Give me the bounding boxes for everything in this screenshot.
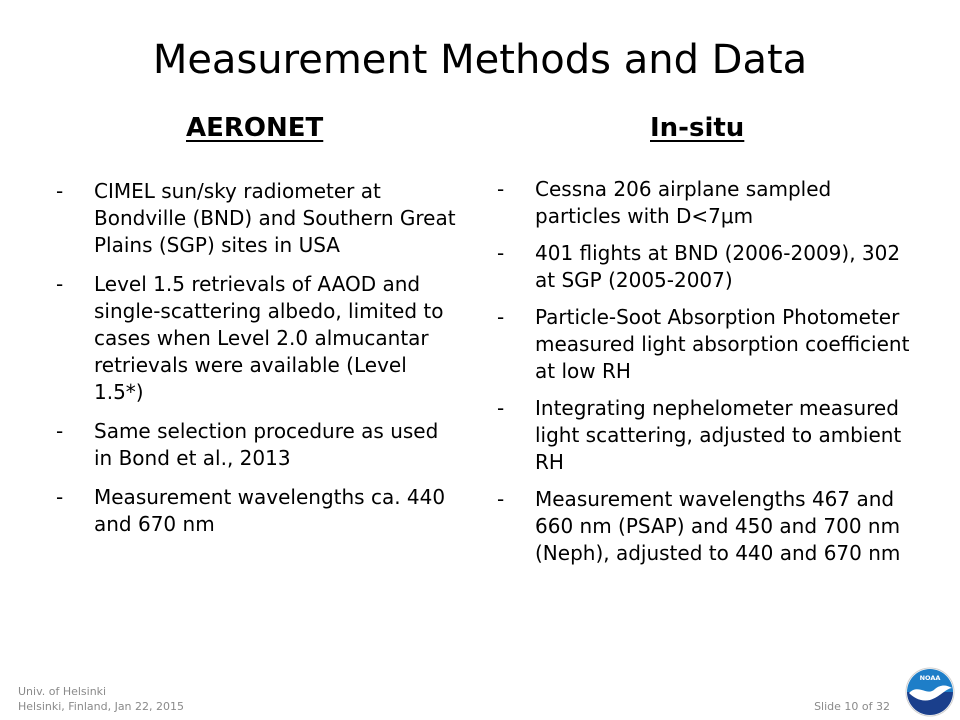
logo-wordmark: NOAA: [919, 674, 941, 682]
list-item: [56, 418, 461, 472]
list-item: [56, 484, 461, 538]
bullet-marker: -: [497, 487, 505, 511]
bullet-marker: -: [497, 241, 505, 265]
bullet-text: Measurement wavelengths ca. 440 and 670 nm: [94, 485, 446, 536]
bullet-text: Cessna 206 airplane sampled particles with D<7μm: [535, 177, 832, 228]
footer-event: Helsinki, Finland, Jan 22, 2015: [18, 700, 185, 713]
list-item: [497, 395, 922, 476]
bullet-text: Level 1.5 retrievals of AAOD and single-scattering albedo, limited to cases when Level 2.0 almucantar retrievals were available (Level 1.5*): [94, 272, 444, 404]
in-situ-bullet-list: [497, 176, 922, 577]
bullet-marker: -: [56, 272, 64, 296]
bullet-marker: -: [497, 305, 505, 329]
list-item: [56, 271, 461, 406]
aeronet-bullet-list: [56, 178, 461, 550]
bullet-marker: -: [56, 179, 64, 203]
bullet-marker: -: [56, 485, 64, 509]
slide-number: Slide 10 of 32: [814, 700, 890, 713]
list-item: [497, 240, 922, 294]
footer-organization: Univ. of Helsinki: [18, 685, 107, 698]
footer-info: [18, 684, 184, 714]
list-item: [497, 486, 922, 567]
list-item: [497, 304, 922, 385]
bullet-text: Integrating nephelometer measured light scattering, adjusted to ambient RH: [535, 396, 902, 474]
bullet-text: Particle-Soot Absorption Photometer measured light absorption coefficient at low RH: [535, 305, 910, 383]
list-item: [497, 176, 922, 230]
noaa-logo-icon: [905, 667, 955, 717]
in-situ-heading: In-situ: [650, 113, 745, 143]
bullet-text: 401 flights at BND (2006-2009), 302 at SGP (2005-2007): [535, 241, 901, 292]
bullet-text: Same selection procedure as used in Bond et al., 2013: [94, 419, 439, 470]
bullet-text: Measurement wavelengths 467 and 660 nm (PSAP) and 450 and 700 nm (Neph), adjusted to 440 and 670 nm: [535, 487, 901, 565]
bullet-text: CIMEL sun/sky radiometer at Bondville (BND) and Southern Great Plains (SGP) sites in USA: [94, 179, 456, 257]
bullet-marker: -: [497, 177, 505, 201]
aeronet-heading: AERONET: [186, 113, 324, 143]
list-item: [56, 178, 461, 259]
bullet-marker: -: [56, 419, 64, 443]
slide-title: Measurement Methods and Data: [152, 37, 808, 83]
bullet-marker: -: [497, 396, 505, 420]
